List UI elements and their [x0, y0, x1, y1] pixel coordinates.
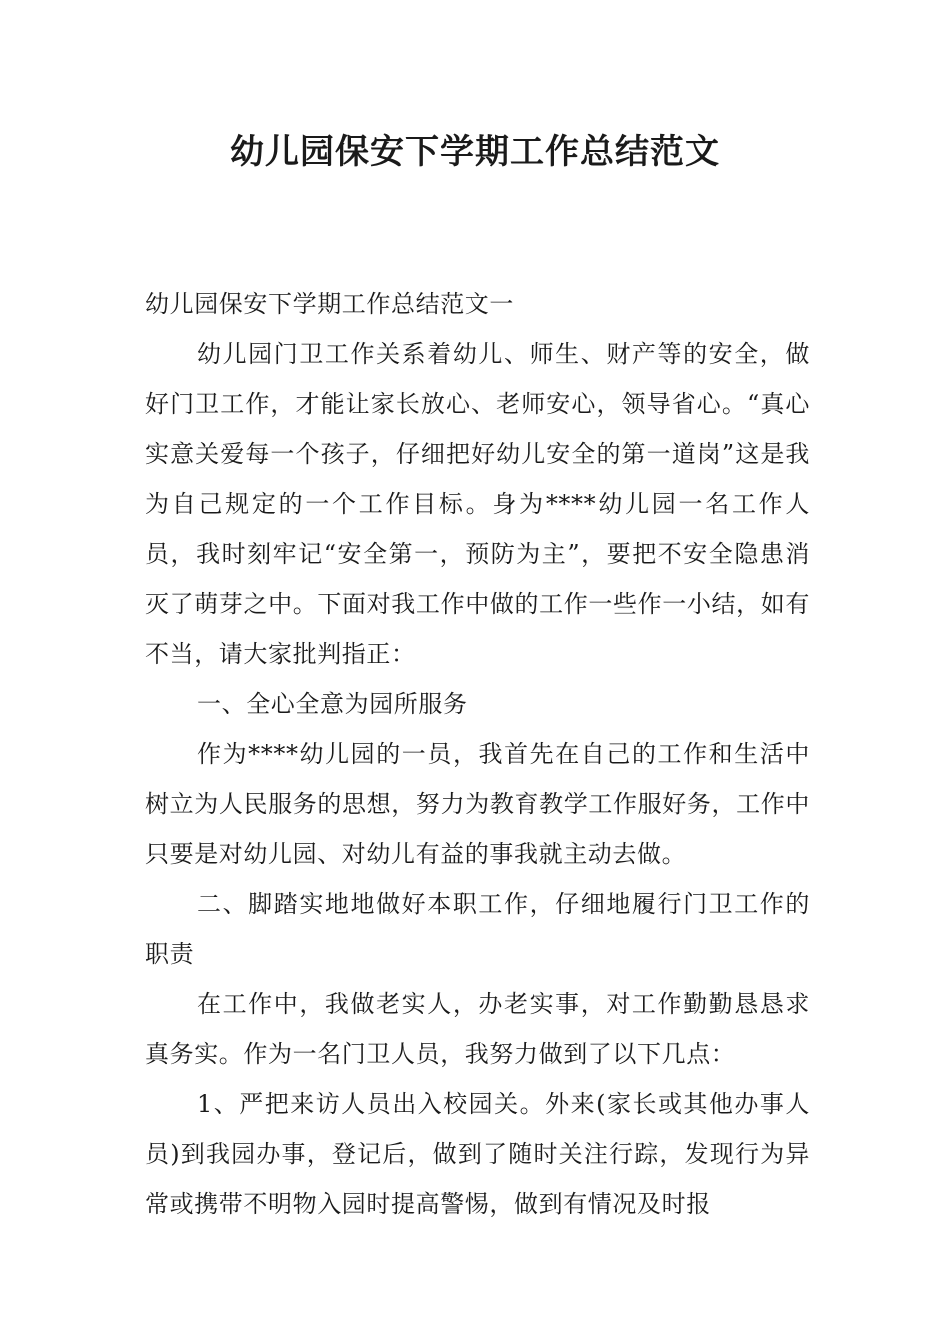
paragraph-two: 在工作中，我做老实人，办老实事，对工作勤勤恳恳求真务实。作为一名门卫人员，我努力做到了以下几点： [145, 990, 810, 1068]
document-body [145, 279, 810, 1229]
paragraph-intro: 幼儿园门卫工作关系着幼儿、师生、财产等的安全，做好门卫工作，才能让家长放心、老师安心，领导省心。“真心实意关爱每一个孩子，仔细把好幼儿安全的第一道岗”这是我为自己规定的一个工作目标。身为****幼儿园一名工作人员，我时刻牢记“安全第一，预防为主”，要把不安全隐患消灭了萌芽之中。下面对我工作中做的工作一些作一小结，如有不当，请大家批判指正： [145, 340, 810, 668]
heading-one: 一、全心全意为园所服务 [197, 690, 468, 718]
paragraph-one: 作为****幼儿园的一员，我首先在自己的工作和生活中树立为人民服务的思想，努力为教育教学工作服好务，工作中只要是对幼儿园、对幼儿有益的事我就主动去做。 [145, 740, 810, 868]
heading-two: 二、脚踏实地地做好本职工作，仔细地履行门卫工作的职责 [145, 890, 810, 968]
document-title: 幼儿园保安下学期工作总结范文 [230, 132, 720, 172]
paragraph-item-one: 1、严把来访人员出入校园关。外来(家长或其他办事人员)到我园办事，登记后，做到了随时关注行踪，发现行为异常或携带不明物入园时提高警惕，做到有情况及时报 [145, 1090, 810, 1218]
section-heading: 幼儿园保安下学期工作总结范文一 [145, 290, 514, 318]
